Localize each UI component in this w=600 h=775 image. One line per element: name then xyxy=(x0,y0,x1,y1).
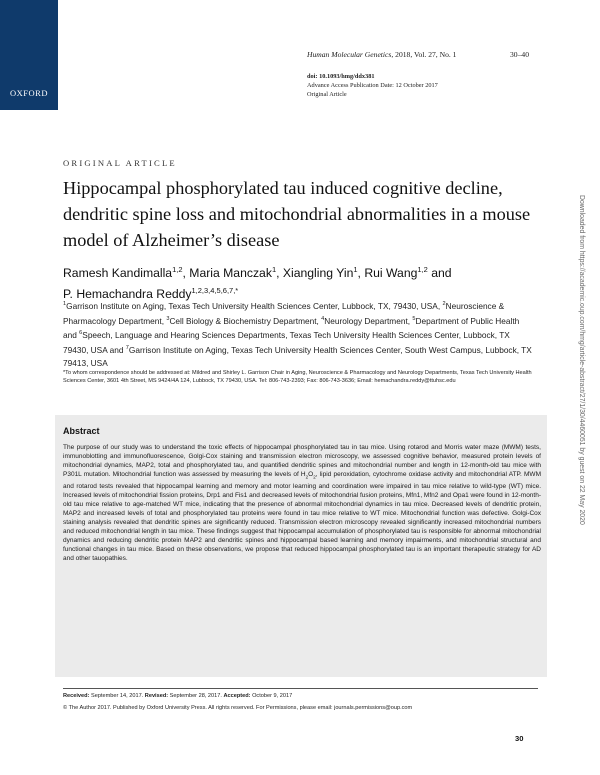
footer-divider xyxy=(63,688,538,689)
affiliation-text: Cell Biology & Biochemistry Department, xyxy=(169,315,322,326)
author-separator: and xyxy=(427,266,452,281)
author-affiliation-marker: 1,2 xyxy=(172,265,183,274)
affiliation-number: 3 xyxy=(166,315,170,322)
author-separator: , xyxy=(182,266,190,281)
abstract-text-part: , lipid peroxidation, cytochrome oxidase activity and mitochondrial ATP. MWM and rotarod tests revealed that hippocampal learning and memory and motor learning and coordination were impaired in tau mice relative to wild-type (WT) mice. Increased levels of mitochondrial fission proteins, Drp1 and Fis1 and decreased levels of mitochondrial fusion proteins, Mfn1, Mfn2 and Opa1 were found in 12-month-old tau mice relative to age-matched WT mice, indicating that the presence of abnormal mitochondrial dynamics in tau mice. Decreased levels of dendritic protein, MAP2 and increased levels of total and phosphorylated tau proteins were found in tau mice relative to WT mice. Mitochondrial function was defective. Golgi-Cox staining analysis revealed that dendritic spines are significantly reduced. Transmission electron microscopy revealed significantly increased mitochondrial numbers and reduced mitochondrial length in tau mice. These findings suggest that hippocampal accumulation of phosphorylated tau is responsible for abnormal mitochondrial dynamics and reducing dendritic protein MAP2 and dendritic spines and hippocampal based learning and memory impairments, and mitochondrial structural and functional changes in tau mice. Based on these observations, we propose that reduced hippocampal phosphorylated tau is an important therapeutic strategy for AD and other tauopathies. xyxy=(63,471,542,563)
abstract-subscript: 2 xyxy=(313,474,316,480)
author-separator: , xyxy=(357,266,365,281)
revised-label: Revised: xyxy=(144,693,169,699)
affiliation-text: Speech, Language and Hearing Sciences Departments, Texas Tech University Health Sciences Center, Lubbock, TX 79430, USA and xyxy=(63,330,510,355)
section-label: ORIGINAL ARTICLE xyxy=(63,158,177,168)
author-affiliation-marker: 1,2 xyxy=(417,265,428,274)
article-title: Hippocampal phosphorylated tau induced cognitive decline, dendritic spine loss and mitochondrial abnormalities in a mouse model of Alzheimer’s disease xyxy=(63,178,531,250)
journal-name: Human Molecular Genetics xyxy=(307,50,392,59)
affiliation-text: Neurology Department, xyxy=(324,315,413,326)
abstract-subscript: 2 xyxy=(305,474,309,480)
author-name: Xiangling Yin xyxy=(282,266,354,281)
author-affiliation-marker: 1,2,3,4,5,6,7,* xyxy=(191,286,239,296)
doi-block xyxy=(307,72,438,99)
affiliation-number: 1 xyxy=(63,301,67,307)
abstract-text-part: O xyxy=(308,471,314,479)
affiliation-number: 5 xyxy=(412,315,416,322)
advance-access-date: Advance Access Publication Date: 12 October 2017 xyxy=(307,82,438,89)
article-history xyxy=(63,693,292,699)
received-date: September 14, 2017. xyxy=(89,693,145,699)
affiliation-number: 4 xyxy=(321,315,325,322)
journal-citation xyxy=(307,50,529,59)
revised-date: September 28, 2017. xyxy=(168,693,224,699)
affiliation-text: Garrison Institute on Aging, Texas Tech University Health Sciences Center, South West Campus, Lubbock, TX 79413, USA xyxy=(63,344,532,368)
abstract-heading: Abstract xyxy=(63,426,100,436)
author-name: P. Hemachandra Reddy xyxy=(63,287,192,302)
author-name: Maria Manczak xyxy=(189,266,272,281)
affiliation-text: Department of Public Health and xyxy=(63,315,520,341)
affiliation-text: Neuroscience & Pharmacology Department, xyxy=(63,300,505,326)
affiliation-number: 6 xyxy=(79,330,83,337)
author-name: Rui Wang xyxy=(364,266,418,281)
author-affiliation-marker: 1 xyxy=(271,265,277,274)
page-range: 30–40 xyxy=(510,50,529,59)
correspondence-note: *To whom correspondence should be addressed at: Mildred and Shirley L. Garrison Chair in Aging, Neuroscience & Pharmacology and Neurology Departments, Texas Tech University Health Sciences Center, 3601 4th Street, MS 9424/4A 124, Lubbock, TX 79430, USA. Tel: 806-743-2393; Fax: 806-743-3636; Email: hemachandra.reddy@ttuhsc.edu xyxy=(63,370,532,384)
affiliations xyxy=(63,298,533,370)
accepted-date: October 9, 2017 xyxy=(250,693,293,699)
author-name: Ramesh Kandimalla xyxy=(63,266,173,281)
abstract-text-part: The purpose of our study was to understand the toxic effects of hippocampal phosphorylated tau in tau mice. Using rotarod and Morris water maze (MWM) tests, immunoblotting and immunofluorescence, Golgi-Cox staining and transmission electron microscopy, we assessed cognitive behavior, measured protein levels of mitochondrial dynamics, MAP2, total and phosphorylated tau, and quantified dendritic spines and mitochondrial number and length in 12-month-old tau mice with P301L mutation. Mitochondrial function was assessed by measuring the levels of H xyxy=(63,444,541,479)
journal-details: , 2018, Vol. 27, No. 1 xyxy=(391,50,457,59)
download-watermark: Downloaded from https://academic.oup.com/hmg/article-abstract/27/1/30/4460051 by guest on 22 May 2020 xyxy=(578,195,585,525)
author-list xyxy=(63,261,553,303)
author-affiliation-marker: 1 xyxy=(353,265,358,274)
article-type: Original Article xyxy=(307,91,347,98)
publisher-logo-text: OXFORD xyxy=(10,88,48,98)
author-separator: , xyxy=(276,266,283,281)
doi-link[interactable]: doi: 10.1093/hmg/ddx381 xyxy=(307,73,375,80)
affiliation-number: 2 xyxy=(442,301,446,307)
accepted-label: Accepted: xyxy=(223,693,251,699)
affiliation-text: Garrison Institute on Aging, Texas Tech University Health Sciences Center, Lubbock, TX, 79430, USA, xyxy=(66,300,443,311)
copyright-notice: © The Author 2017. Published by Oxford University Press. All rights reserved. For Permissions, please email: journals.permissions@oup.com xyxy=(63,705,413,711)
received-label: Received: xyxy=(63,693,90,699)
affiliation-number: 7 xyxy=(125,345,129,352)
page-number: 30 xyxy=(515,734,524,743)
abstract-text xyxy=(63,443,541,564)
